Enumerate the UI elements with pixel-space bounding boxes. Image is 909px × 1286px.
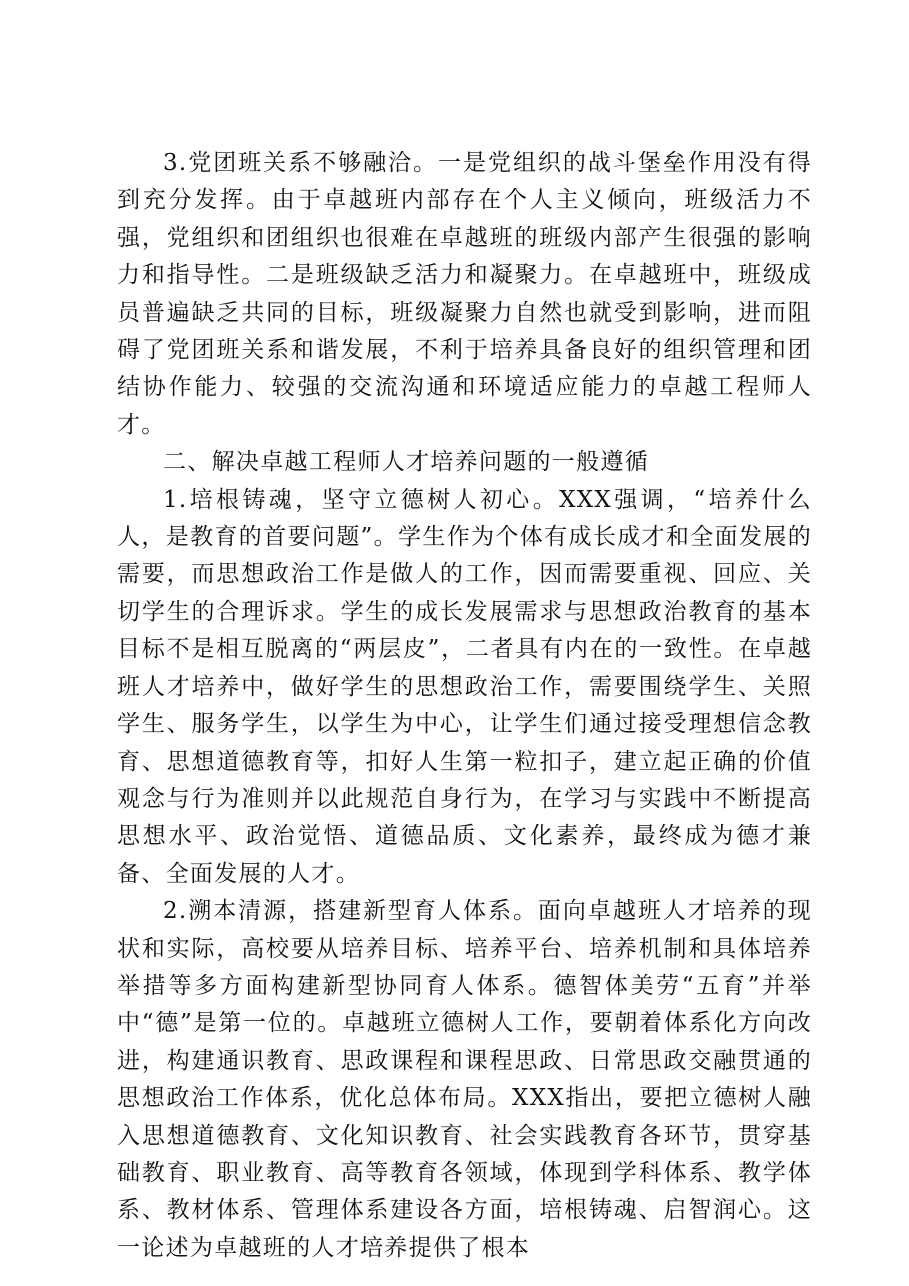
paragraph-root-soul: 1.培根铸魂，坚守立德树人初心。XXX强调，“培养什么人，是教育的首要问题”。学生作为个体有成长成才和全面发展的需要，而思想政治工作是做人的工作，因而需要重视、回应、关切学生的合理诉求。学生的成长发展需求与思想政治教育的基本目标不是相互脱离的“两层皮”，二者具有内在的一致性。在卓越班人才培养中，做好学生的思想政治工作，需要围绕学生、关照学生、服务学生，以学生为中心，让学生们通过接受理想信念教育、思想道德教育等，扣好人生第一粒扣子，建立起正确的价值观念与行为准则并以此规范自身行为，在学习与实践中不断提高思想水平、政治觉悟、道德品质、文化素养，最终成为德才兼备、全面发展的人才。 — [117, 486, 812, 887]
paragraph-education-system: 2.溯本清源，搭建新型育人体系。面向卓越班人才培养的现状和实际，高校要从培养目标、培养平台、培养机制和具体培养举措等多方面构建新型协同育人体系。德智体美劳“五育”并举中“德”是第一位的。卓越班立德树人工作，要朝着体系化方向改进，构建通识教育、思政课程和课程思政、日常思政交融贯通的思想政治工作体系，优化总体布局。XXX指出，要把立德树人融入思想道德教育、文化知识教育、社会实践教育各环节，贯穿基础教育、职业教育、高等教育各领域，体现到学科体系、教学体系、教材体系、管理体系建设各方面，培根铸魂、启智润心。这一论述为卓越班的人才培养提供了根本 — [117, 898, 812, 1261]
section-heading-two: 二、解决卓越工程师人才培养问题的一般遵循 — [163, 449, 649, 476]
document-body — [117, 145, 812, 1267]
paragraph-party-group-relations: 3.党团班关系不够融洽。一是党组织的战斗堡垒作用没有得到充分发挥。由于卓越班内部存在个人主义倾向，班级活力不强，党组织和团组织也很难在卓越班的班级内部产生很强的影响力和指导性。二是班级缺乏活力和凝聚力。在卓越班中，班级成员普遍缺乏共同的目标，班级凝聚力自然也就受到影响，进而阻碍了党团班关系和谐发展，不利于培养具备良好的组织管理和团结协作能力、较强的交流沟通和环境适应能力的卓越工程师人才。 — [117, 150, 812, 438]
